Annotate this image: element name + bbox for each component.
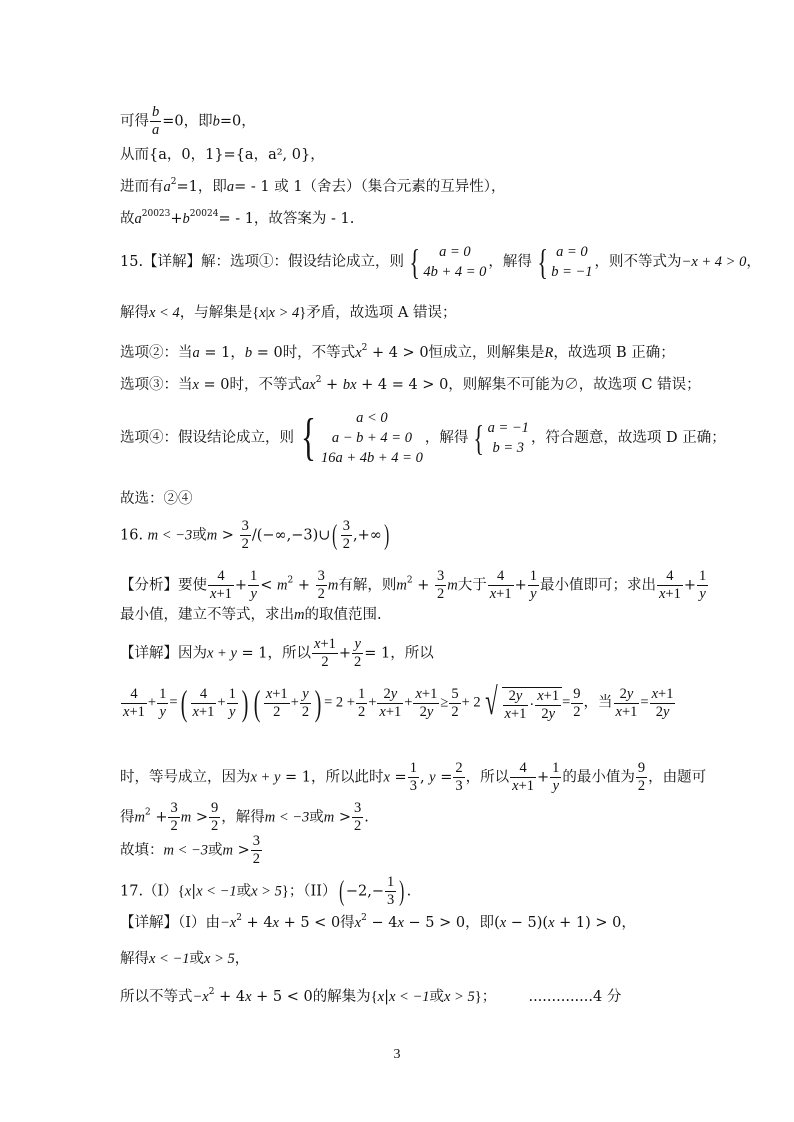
line-3: 进而有$a^2=1$，即a= - 1 或 1（舍去）（集合元素的互异性）， [120, 177, 506, 195]
page-number: 3 [393, 1047, 401, 1062]
option-2-line: 选项②：当a = 1，b = 0时，不等式$x^2 + 4 > 0$恒成立，则解集是R，故选项 B 正确； [120, 343, 675, 361]
q16-detail-1: 【详解】因为x + y = 1，所以 $\frac{x+1}{2}$ + $\frac{y}{2}$ = 1，所以 [120, 636, 434, 670]
score-marker: ..............4 分 [528, 989, 622, 1005]
q17-detail-2: 解得x < −1或x > 5， [120, 951, 250, 967]
fraction-b-over-a: $\frac{b}{a}$ [152, 104, 160, 138]
equation-system: { a = 0 b = −1 [537, 242, 593, 282]
q16-answer: 16. m < −3或m > $\frac{3}{2}$ /(−∞,−3)∪( $\frac{3}{2}$ ,+∞) [120, 518, 390, 552]
q16-analysis: 【分析】要使 $\frac{4}{x+1}$ + $\frac{1}{y}$ < $m^2$ + $\frac{3}{2}$ m有解，则$m^2$ + $\frac{3}{2}$ m大于 $\frac{4}{x+1}$ + $\frac{1}{y}$ 最小值即可；求出 $\frac{4}{x+1}$ + $\frac{1}{y}$ [120, 568, 707, 602]
q16-detail-equation: $\frac{4}{x+1}$ + $\frac{1}{y}$ =( $\frac{4}{x+1}$ + $\frac{1}{y}$ ) ( $\frac{x+1}{2}$ + $\frac{y}{2}$ ) = 2 + $\frac{1}{2}$ + $\frac{2y}{x+1}$ + $\frac{x+1}{2y}$ ≥ $\frac{5}{2}$ + 2 √ $\frac{2y}{x+1}$ · $\frac{x+1}{2y}$ = $\frac{9}{2}$ ，当 $\frac{2y}{x+1}$ = $\frac{x+1}{2y}$ [123, 681, 674, 723]
equation-system: { a = −1 b = 3 [473, 418, 529, 458]
q17-detail-1: 【详解】（I）由$-x^2 + 4x + 5 < 0$得$x^2 - 4x - 5 > 0$，即(x − 5)(x + 1) > 0， [120, 913, 636, 931]
equation-system: { a = 0 4b + 4 = 0 [409, 242, 487, 282]
q16-detail-3: 得$m^2$ + $\frac{3}{2}$ m > $\frac{9}{2}$ ，解得m < −3或m > $\frac{3}{2}$ . [120, 800, 369, 834]
selection-line: 故选：②④ [120, 491, 193, 507]
line-2: 从而{a，0，1}={a，a², 0}， [120, 147, 325, 163]
q15-line-2: 解得x < 4，与解集是{x|x > 4}矛盾，故选项 A 错误； [120, 305, 457, 321]
q15-line-1: 15.【详解】解：选项①：假设结论成立，则 { a = 0 4b + 4 = 0 ，解得 { a = 0 b = −1 ，则不等式为−x + 4 > 0， [120, 242, 761, 282]
option-3-line: 选项③：当x = 0时，不等式$ax^2$ + bx + 4 = 4 > 0，则解集不可能为∅，故选项 C 错误； [120, 375, 701, 393]
q17-detail-3: 所以不等式$-x^2 + 4x + 5 < 0$的解集为{x|x < −1或x > 5}； ..............4 分 [120, 987, 622, 1005]
equation-system: { a < 0 a − b + 4 = 0 16a + 4b + 4 = 0 [300, 409, 423, 466]
q16-detail-2: 时，等号成立，因为x + y = 1，所以此时x = $\frac{1}{3}$ , y = $\frac{2}{3}$ ，所以 $\frac{4}{x+1}$ + $\frac{1}{y}$ 的最小值为 $\frac{9}{2}$ ，由题可 [120, 760, 707, 794]
q16-analysis-cont: 最小值，建立不等式，求出m的取值范围. [120, 607, 382, 623]
line-1: 可得 $\frac{b}{a}$ =0，即b=0， [120, 104, 256, 138]
line-4: 故$a^{20023}+b^{20024}= - 1$，故答案为 - 1. [120, 209, 355, 227]
q17-answer: 17.（I）{x|x < −1或x > 5}；（II）( −2,− $\frac{1}{3}$ ) . [120, 874, 412, 908]
q16-fill: 故填：m < −3或m > $\frac{3}{2}$ [120, 833, 261, 867]
option-4-line: 选项④：假设结论成立，则 { a < 0 a − b + 4 = 0 16a + 4b + 4 = 0 ，解得 { a = −1 b = 3 ，符合题意，故选项 D 正确； [120, 409, 726, 466]
sqrt: √ $\frac{2y}{x+1}$ · $\frac{x+1}{2y}$ [481, 683, 562, 723]
